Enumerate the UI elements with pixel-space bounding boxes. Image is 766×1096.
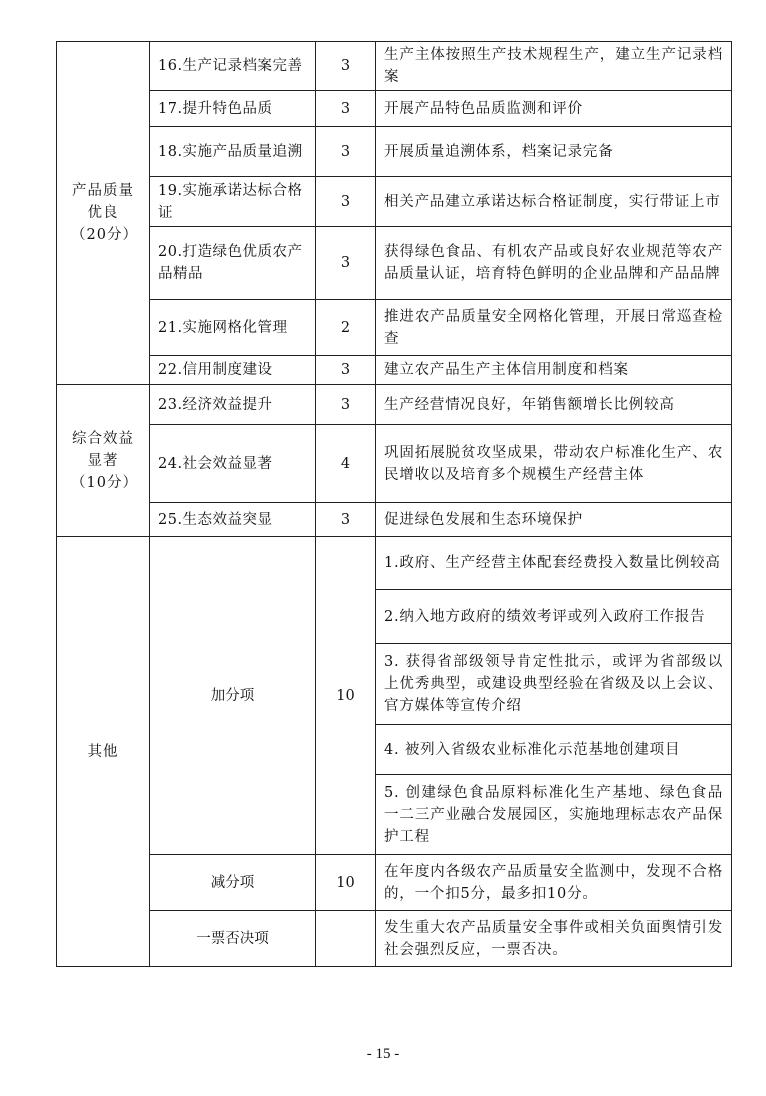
item-cell: 25.生态效益突显: [150, 503, 316, 537]
item-cell: 24.社会效益显著: [150, 425, 316, 503]
table-row: [57, 300, 732, 356]
deduct-label-cell: 减分项: [150, 855, 316, 911]
score-cell: 3: [316, 356, 376, 385]
bonus-item-cell: 1.政府、生产经营主体配套经费投入数量比例较高: [376, 537, 732, 590]
item-cell: 18.实施产品质量追溯: [150, 127, 316, 177]
desc-cell: 促进绿色发展和生态环境保护: [376, 503, 732, 537]
score-cell: 3: [316, 127, 376, 177]
score-cell: 3: [316, 177, 376, 227]
table-row: [57, 537, 732, 590]
desc-cell: 巩固拓展脱贫攻坚成果，带动农户标准化生产、农民增收以及培育多个规模生产经营主体: [376, 425, 732, 503]
table-row: [57, 425, 732, 503]
item-cell: 21.实施网格化管理: [150, 300, 316, 356]
table-row: [57, 91, 732, 127]
page-number: - 15 -: [366, 1046, 400, 1062]
score-cell: 3: [316, 503, 376, 537]
bonus-item-cell: 4. 被列入省级农业标准化示范基地创建项目: [376, 725, 732, 775]
veto-score-cell: [316, 911, 376, 967]
desc-cell: 生产主体按照生产技术规程生产，建立生产记录档案: [376, 42, 732, 91]
desc-cell: 开展产品特色品质监测和评价: [376, 91, 732, 127]
desc-cell: 相关产品建立承诺达标合格证制度，实行带证上市: [376, 177, 732, 227]
bonus-item-cell: 5. 创建绿色食品原料标准化生产基地、绿色食品一二三产业融合发展园区，实施地理标志农产品保护工程: [376, 775, 732, 855]
table-row: [57, 911, 732, 967]
desc-cell: 推进农产品质量安全网格化管理，开展日常巡查检查: [376, 300, 732, 356]
desc-cell: 获得绿色食品、有机农产品或良好农业规范等农产品质量认证，培育特色鲜明的企业品牌和产品品牌: [376, 227, 732, 300]
category-cell: 产品质量优良（20分）: [57, 42, 150, 385]
score-cell: 3: [316, 91, 376, 127]
table-row: [57, 503, 732, 537]
score-cell: 3: [316, 227, 376, 300]
item-cell: 19.实施承诺达标合格证: [150, 177, 316, 227]
bonus-score-cell: 10: [316, 537, 376, 855]
item-cell: 22.信用制度建设: [150, 356, 316, 385]
item-cell: 23.经济效益提升: [150, 385, 316, 425]
category-cell: 其他: [57, 537, 150, 967]
table-row: [57, 356, 732, 385]
evaluation-table: [56, 41, 732, 967]
score-cell: 2: [316, 300, 376, 356]
item-cell: 20.打造绿色优质农产品精品: [150, 227, 316, 300]
item-cell: 16.生产记录档案完善: [150, 42, 316, 91]
desc-cell: 生产经营情况良好，年销售额增长比例较高: [376, 385, 732, 425]
item-cell: 17.提升特色品质: [150, 91, 316, 127]
score-cell: 3: [316, 385, 376, 425]
table-row: [57, 385, 732, 425]
desc-cell: 建立农产品生产主体信用制度和档案: [376, 356, 732, 385]
bonus-label-cell: 加分项: [150, 537, 316, 855]
deduct-score-cell: 10: [316, 855, 376, 911]
table-row: [57, 127, 732, 177]
veto-desc-cell: 发生重大农产品质量安全事件或相关负面舆情引发社会强烈反应，一票否决。: [376, 911, 732, 967]
bonus-item-cell: 2.纳入地方政府的绩效考评或列入政府工作报告: [376, 590, 732, 644]
score-cell: 3: [316, 42, 376, 91]
veto-label-cell: 一票否决项: [150, 911, 316, 967]
deduct-desc-cell: 在年度内各级农产品质量安全监测中，发现不合格的，一个扣5分，最多扣10分。: [376, 855, 732, 911]
category-cell: 综合效益显著（10分）: [57, 385, 150, 537]
table-row: [57, 42, 732, 91]
score-cell: 4: [316, 425, 376, 503]
table-row: [57, 855, 732, 911]
bonus-item-cell: 3. 获得省部级领导肯定性批示，或评为省部级以上优秀典型，或建设典型经验在省级及以上会议、官方媒体等宣传介绍: [376, 644, 732, 725]
desc-cell: 开展质量追溯体系，档案记录完备: [376, 127, 732, 177]
table-row: [57, 227, 732, 300]
table-row: [57, 177, 732, 227]
